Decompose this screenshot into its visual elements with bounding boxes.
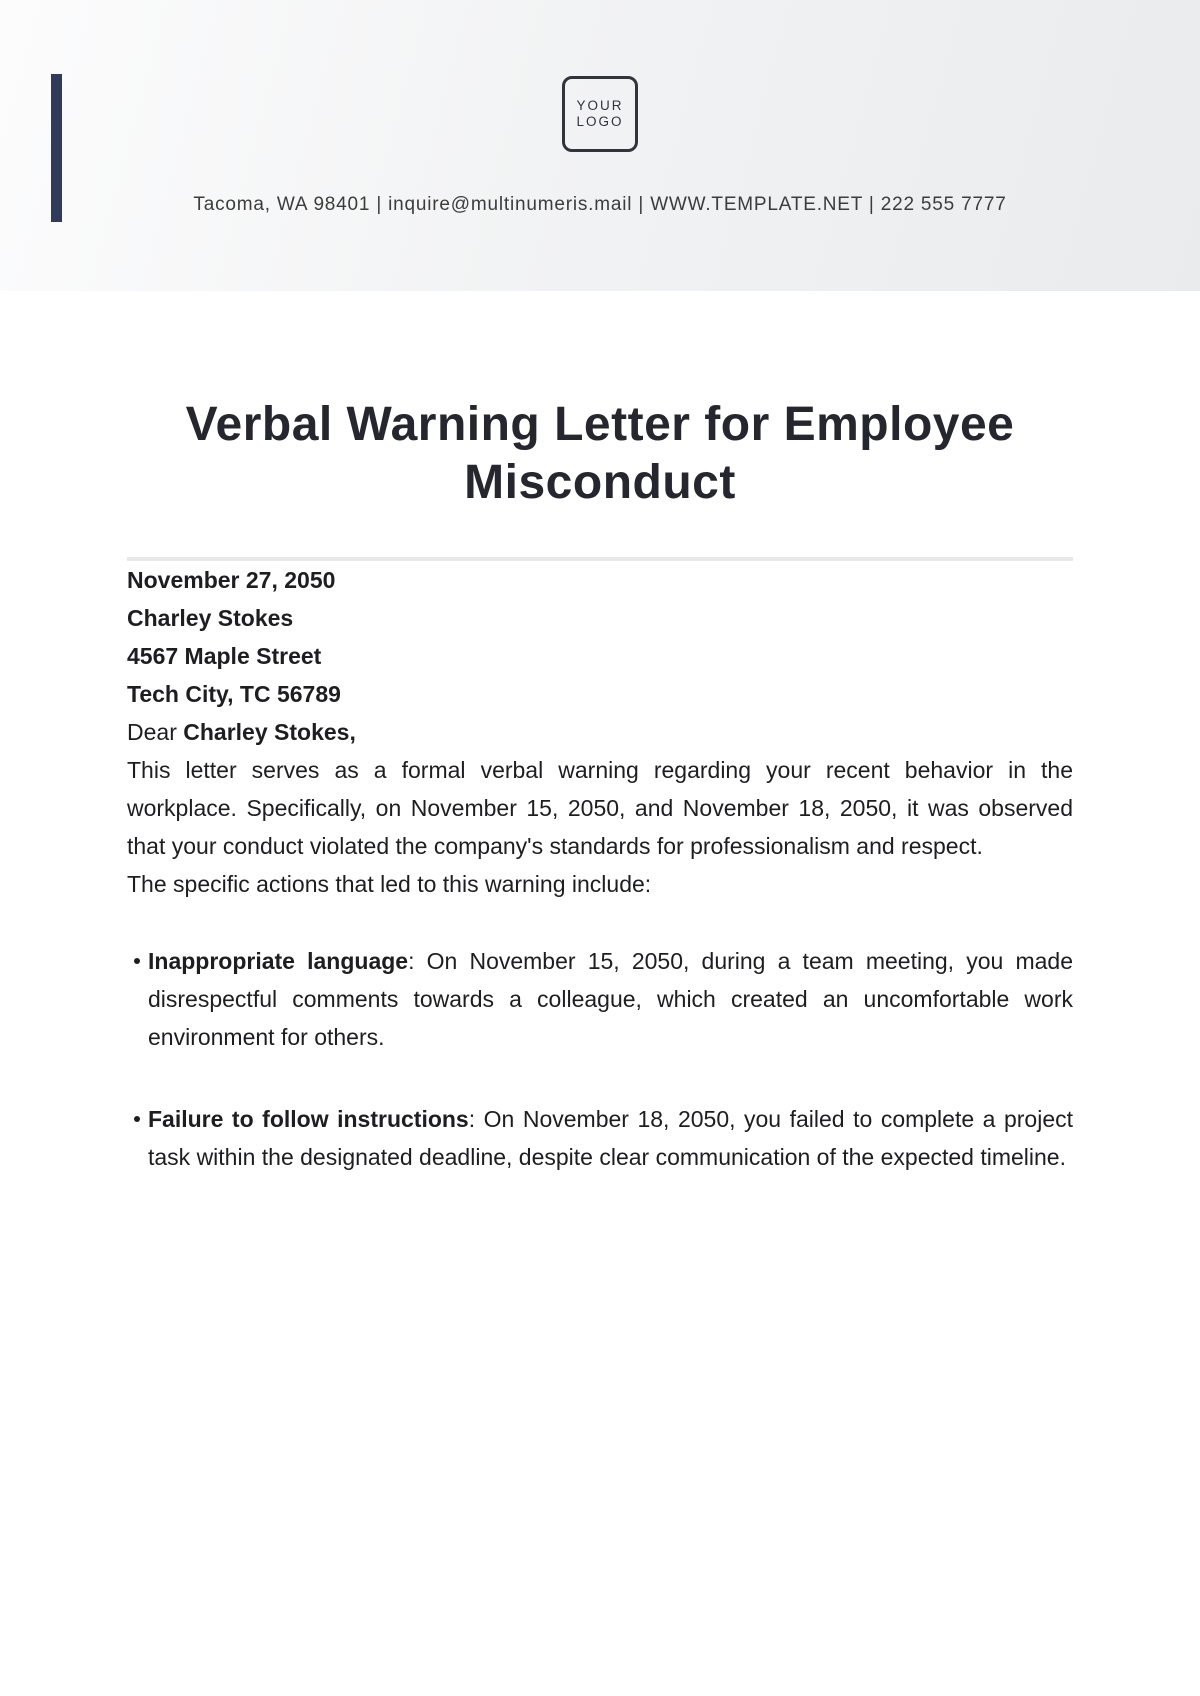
contact-line: Tacoma, WA 98401 | inquire@multinumeris.mail | WWW.TEMPLATE.NET | 222 555 7777: [193, 194, 1007, 215]
salutation-name: Charley Stokes,: [183, 719, 356, 745]
bullet-label: Inappropriate language: [148, 948, 409, 974]
page-title: Verbal Warning Letter for Employee Misconduct: [185, 398, 1015, 509]
bullet-icon: [134, 1116, 140, 1122]
bullet-label: Failure to follow instructions: [148, 1106, 469, 1132]
logo: [562, 76, 638, 152]
letter-body: [0, 396, 1200, 1176]
recipient-street: 4567 Maple Street: [127, 643, 322, 669]
bullet-text: : On November 18, 2050, you failed to complete a project task within the designated deadline, despite clear communication of the expected timeline.: [148, 1106, 1074, 1170]
intro-paragraph: This letter serves as a formal verbal warning regarding your recent behavior in the workplace. Specifically, on November 15, 2050, and November 18, 2050, it was observed that your conduct violated the company's standards for professionalism and respect.: [127, 757, 1073, 859]
salutation: [127, 713, 1073, 751]
recipient-city: Tech City, TC 56789: [127, 681, 341, 707]
list-item: [148, 942, 1073, 1056]
bullet-icon: [134, 958, 140, 964]
recipient-name: Charley Stokes: [127, 605, 294, 631]
letterhead: [0, 0, 1200, 291]
date-line: November 27, 2050: [127, 567, 336, 593]
salutation-prefix: Dear: [127, 719, 184, 745]
misconduct-list: [127, 942, 1073, 1176]
logo-text-line1: YOUR: [576, 97, 624, 113]
bullet-text: : On November 15, 2050, during a team meeting, you made disrespectful comments towards a colleague, which created an uncomfortable work environment for others.: [148, 948, 1073, 1050]
logo-text-line2: LOGO: [576, 114, 624, 129]
leadin-paragraph: The specific actions that led to this warning include:: [127, 871, 652, 897]
list-item: [148, 1100, 1073, 1176]
